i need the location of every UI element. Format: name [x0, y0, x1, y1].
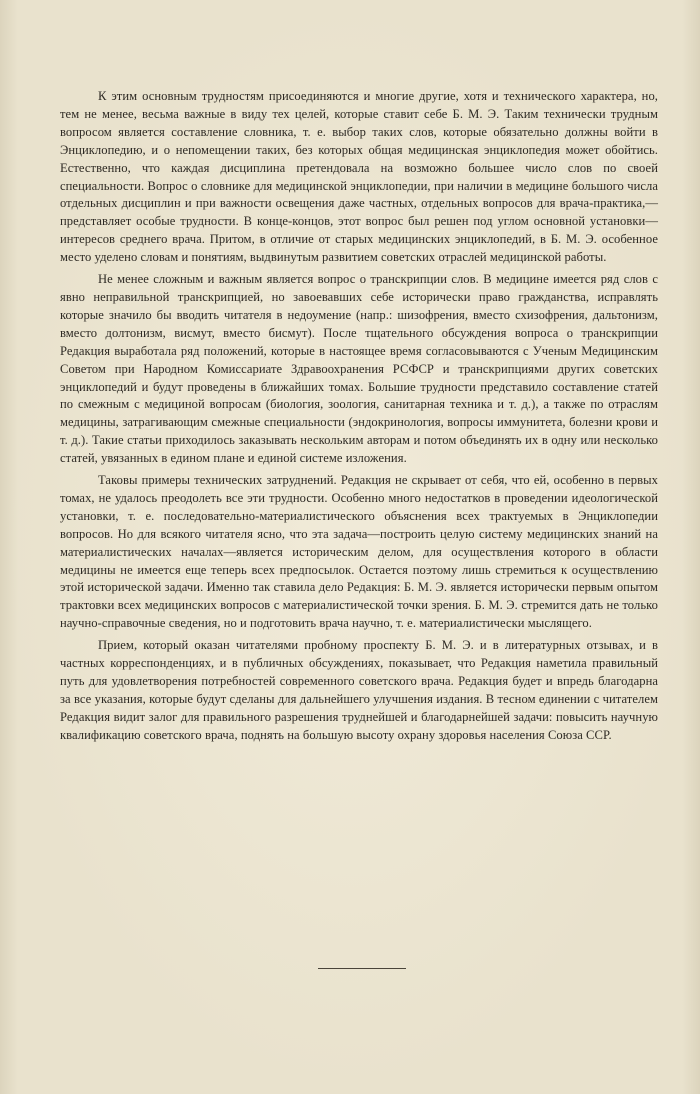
paragraph-1: К этим основным трудностям присоединяются и многие другие, хотя и технического характера, но, тем не менее, весьма важные в виду тех целей, которые ставит себе Б. М. Э. Таким технически трудным вопросом является составление словника, т. е. выбор таких слов, которые обязательно должны войти в Энциклопедию, и о непомещении таких, без которых общая медицинская энциклопедия может обойтись. Естественно, что каждая дисциплина претендовала на возможно большее число слов по своей специальности. Вопрос о словнике для медицинской энциклопедии, при наличии в медицине большого числа отдельных дисциплин и при важности освещения даже частных, отдельных вопросов для врача-практика,—представляет особые трудности. В конце-концов, этот вопрос был решен под углом основной установки—интересов среднего врача. Притом, в отличие от старых медицинских энциклопедий, в Б. М. Э. особенное место уделено словам и понятиям, выдвинутым развитием советских отраслей медицинской работы. [60, 89, 658, 265]
article-text [60, 88, 658, 749]
paragraph-2: Не менее сложным и важным является вопрос о транскрипции слов. В медицине имеется ряд слов с явно неправильной транскрипцией, но завоевавших себе исторически право гражданства, исправлять которые значило бы вводить читателя в недоумение (напр.: шизофрения, вместо схизофрения, дальтонизм, вместо долтонизм, висмут, вместо бисмут). После тщательного обсуждения вопроса о транскрипции Редакция выработала ряд положений, которые в настоящее время согласовываются с Ученым Медицинским Советом при Народном Комиссариате Здравоохранения РСФСР и транскрипциями других советских энциклопедий и будут проведены в ближайших томах. Большие трудности представило составление статей по смежным с медициной вопросам (биология, зоология, санитарная техника и т. д.), а также по отраслям медицины, затрагивающим смежные специальности (эндокринология, вопросы иммунитета, болезни крови и т. д.). Такие статьи приходилось заказывать нескольким авторам и потом объединять их в одну или несколько статей, увязанных в едином плане и единой системе изложения. [60, 272, 658, 466]
paragraph-4: Прием, который оказан читателями пробному проспекту Б. М. Э. и в литературных отзывах, и в частных корреспонденциях, и в публичных обсуждениях, показывает, что Редакция наметила правильный путь для удовлетворения потребностей современного советского врача. Редакция будет и впредь благодарна за все указания, которые будут сделаны для дальнейшего улучшения издания. В тесном единении с читателем Редакция видит залог для правильного разрешения труднейшей и благодарнейшей задачи: повысить научную квалификацию советского врача, поднять на большую высоту охрану здоровья населения Союза ССР. [60, 638, 658, 742]
paragraph-3: Таковы примеры технических затруднений. Редакция не скрывает от себя, что ей, особенно в первых томах, не удалось преодолеть все эти трудности. Особенно много недостатков в проведении идеологической установки, т. е. последовательно-материалистического объяснения всех трактуемых в Энциклопедии вопросов. Но для всякого читателя ясно, что эта задача—построить целую систему медицинских знаний на материалистических началах—является историческим делом, для осуществления которого в области медицины не имеется еще теперь всех предпосылок. Остается поэтому лишь стремиться к осуществлению этой исторической задачи. Именно так ставила дело Редакция: Б. М. Э. является исторически первым опытом трактовки всех медицинских вопросов с материалистической точки зрения. Б. М. Э. стремится дать не только научно-справочные сведения, но и подготовить врача научно, т. е. материалистически мыслящего. [60, 473, 658, 631]
end-rule [318, 968, 406, 969]
